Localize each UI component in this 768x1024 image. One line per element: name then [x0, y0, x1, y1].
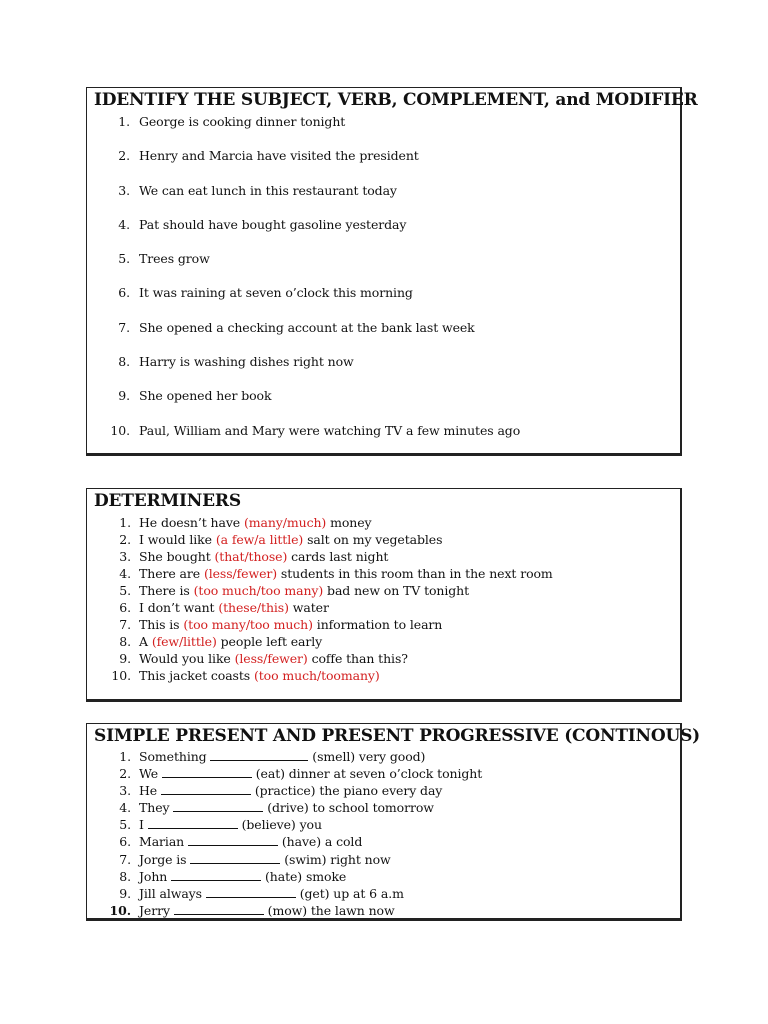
answer-blank[interactable]	[171, 869, 261, 881]
answer-blank[interactable]	[174, 903, 264, 915]
list-item: 10. Jerry (mow) the lawn now	[109, 902, 395, 918]
list-item: 10. Paul, William and Mary were watching TV a few minutes ago	[110, 422, 521, 438]
answer-blank[interactable]	[188, 834, 278, 846]
choice-option: (that/those)	[214, 549, 288, 564]
list-item: 4. There are (less/fewer) students in this room than in the next room	[119, 566, 553, 581]
answer-blank[interactable]	[162, 766, 252, 778]
list-item: 8. Harry is washing dishes right now	[118, 354, 354, 370]
list-item: 9. She opened her book	[118, 388, 272, 404]
section-title: SIMPLE PRESENT AND PRESENT PROGRESSIVE (CONTINOUS)	[94, 726, 701, 746]
section-determiners	[86, 488, 682, 702]
sentence: She opened her book	[139, 388, 272, 404]
answer-blank[interactable]	[161, 783, 251, 795]
list-item: 1. He doesn’t have (many/much) money	[119, 515, 372, 530]
sentence: Paul, William and Mary were watching TV a few minutes ago	[139, 422, 521, 438]
list-item: 2. We (eat) dinner at seven o’clock tonight	[119, 766, 483, 782]
list-item: 3. He (practice) the piano every day	[119, 783, 443, 799]
list-item: 6. Marian (have) a cold	[119, 834, 363, 850]
list-item: 3. We can eat lunch in this restaurant today	[118, 182, 397, 198]
list-item: 10. This jacket coasts (too much/toomany)	[111, 668, 380, 683]
list-item: 3. She bought (that/those) cards last night	[119, 549, 389, 564]
exercise-list	[87, 114, 680, 457]
list-item: 4. Pat should have bought gasoline yesterday	[118, 216, 407, 232]
answer-blank[interactable]	[148, 817, 238, 829]
choice-option: (less/fewer)	[234, 651, 308, 666]
list-item: 8. John (hate) smoke	[119, 868, 347, 884]
answer-blank[interactable]	[173, 800, 263, 812]
exercise-list	[87, 748, 680, 919]
choice-option: (these/this)	[218, 600, 289, 615]
section-simple-present	[86, 723, 701, 921]
answer-blank[interactable]	[210, 749, 308, 761]
list-item: 9. Jill always (get) up at 6 a.m	[119, 885, 404, 901]
answer-blank[interactable]	[190, 852, 280, 864]
list-item: 2. I would like (a few/a little) salt on my vegetables	[119, 532, 443, 547]
choice-option: (a few/a little)	[215, 532, 304, 547]
sentence: George is cooking dinner tonight	[139, 114, 346, 129]
list-item: 7. She opened a checking account at the bank last week	[118, 319, 475, 335]
list-item: 9. Would you like (less/fewer) coffe than this?	[119, 651, 408, 666]
list-item: 7. Jorge is (swim) right now	[119, 851, 391, 867]
list-item: 8. A (few/little) people left early	[119, 634, 323, 649]
exercise-list	[87, 514, 680, 684]
list-item: 5. Trees grow	[118, 251, 210, 267]
list-item: 5. I (believe) you	[119, 817, 322, 833]
sentence: We can eat lunch in this restaurant today	[139, 182, 397, 198]
sentence: Henry and Marcia have visited the president	[139, 148, 419, 164]
choice-option: (less/fewer)	[203, 566, 278, 581]
list-item: 5. There is (too much/too many) bad new on TV tonight	[119, 583, 470, 598]
sentence: Pat should have bought gasoline yesterday	[139, 216, 407, 232]
list-item: 6. I don’t want (these/this) water	[119, 600, 329, 615]
section-title: DETERMINERS	[94, 491, 241, 511]
sentence: Harry is washing dishes right now	[139, 354, 354, 370]
list-item: 7. This is (too many/too much) information to learn	[119, 617, 443, 632]
list-item: 1. Something (smell) very good)	[119, 749, 426, 764]
sentence: Trees grow	[139, 251, 210, 267]
choice-option: (too many/too much)	[183, 617, 313, 632]
sentence: She opened a checking account at the bank last week	[139, 319, 475, 335]
list-item: 4. They (drive) to school tomorrow	[119, 800, 434, 816]
answer-blank[interactable]	[206, 886, 296, 898]
section-title: IDENTIFY THE SUBJECT, VERB, COMPLEMENT, and MODIFIER	[94, 90, 698, 110]
list-item: 6. It was raining at seven o’clock this morning	[118, 285, 413, 301]
list-item: 1. George is cooking dinner tonight	[118, 114, 346, 129]
section-identify-parts	[86, 87, 698, 456]
sentence: It was raining at seven o’clock this morning	[139, 285, 413, 301]
choice-option: (too much/toomany)	[253, 668, 380, 683]
choice-option: (few/little)	[151, 634, 217, 649]
list-item: 2. Henry and Marcia have visited the president	[118, 148, 419, 164]
choice-option: (many/much)	[243, 515, 327, 530]
choice-option: (too much/too many)	[193, 583, 324, 598]
